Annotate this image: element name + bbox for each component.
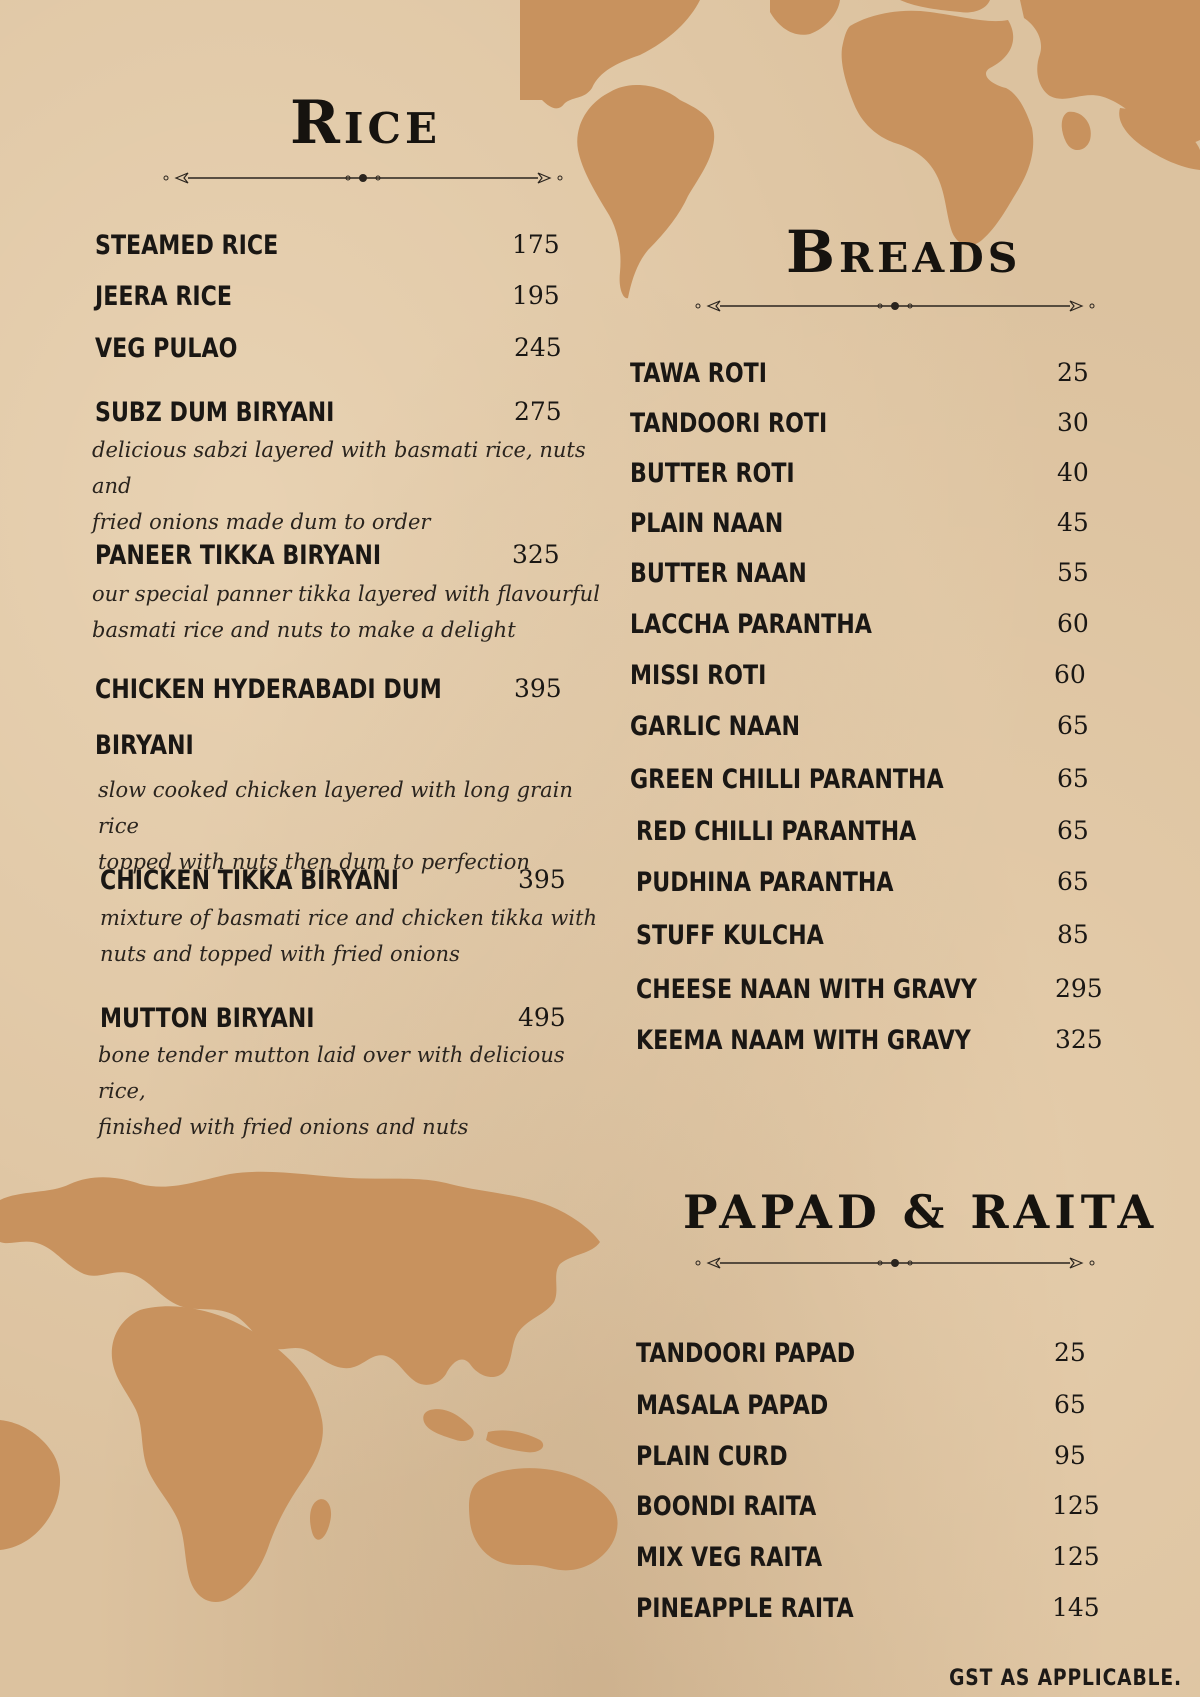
papad-raita-heading: PAPAD & RAITA	[683, 1185, 1159, 1239]
menu-item-name: BUTTER NAAN	[630, 558, 807, 589]
menu-item-name: TAWA ROTI	[630, 358, 768, 389]
menu-item-price: 25	[1054, 1338, 1086, 1367]
menu-item-price: 55	[1057, 558, 1089, 587]
menu-item-name: SUBZ DUM BIRYANI	[95, 397, 335, 428]
menu-item-price: 145	[1052, 1593, 1100, 1622]
menu-item-name: CHICKEN TIKKA BIRYANI	[100, 865, 400, 896]
menu-item-price: 495	[518, 1003, 566, 1032]
menu-item-name: TANDOORI ROTI	[630, 408, 828, 439]
menu-item-price: 175	[512, 230, 560, 259]
menu-item-price: 395	[518, 865, 566, 894]
menu-item-price: 65	[1057, 816, 1089, 845]
gst-note: GST AS APPLICABLE.	[949, 1666, 1182, 1691]
menu-item-price: 125	[1052, 1542, 1100, 1571]
menu-item-name: STEAMED RICE	[95, 230, 279, 261]
menu-item-description: bone tender mutton laid over with delicious rice, finished with fried onions and nuts	[98, 1043, 565, 1139]
menu-item-description: delicious sabzi layered with basmati rice, nuts and fried onions made dum to order	[92, 438, 586, 534]
menu-item-price: 40	[1057, 458, 1089, 487]
rice-divider	[158, 168, 568, 188]
menu-item-price: 65	[1057, 711, 1089, 740]
menu-item-price: 95	[1054, 1441, 1086, 1470]
menu-item-price: 60	[1057, 609, 1089, 638]
menu-item-name: MASALA PAPAD	[636, 1390, 829, 1421]
menu-item-name: TANDOORI PAPAD	[636, 1338, 856, 1369]
menu-item-name: GARLIC NAAN	[630, 711, 800, 742]
menu-item-name: MIX VEG RAITA	[636, 1542, 823, 1573]
rice-heading: Rice	[290, 88, 441, 158]
menu-item-name: PANEER TIKKA BIRYANI	[95, 540, 382, 571]
papad-raita-divider	[690, 1253, 1100, 1273]
menu-item-name: STUFF KULCHA	[636, 920, 824, 951]
menu-item-price: 295	[1055, 974, 1103, 1003]
menu-item-description: mixture of basmati rice and chicken tikka with nuts and topped with fried onions	[100, 906, 598, 966]
menu-item-price: 45	[1057, 508, 1089, 537]
menu-item-price: 60	[1054, 660, 1086, 689]
world-map-bottom	[0, 1170, 640, 1620]
menu-item-name: MISSI ROTI	[630, 660, 767, 691]
menu-item-name-continued: BIRYANI	[95, 730, 194, 761]
menu-item-price: 275	[514, 397, 562, 426]
menu-item-name: PINEAPPLE RAITA	[636, 1593, 854, 1624]
breads-divider	[690, 296, 1100, 316]
menu-item-name: BUTTER ROTI	[630, 458, 795, 489]
menu-item-name: CHICKEN HYDERABADI DUM	[95, 674, 442, 705]
menu-item-name: LACCHA PARANTHA	[630, 609, 872, 640]
menu-item-price: 25	[1057, 358, 1089, 387]
menu-item-name: MUTTON BIRYANI	[100, 1003, 315, 1034]
menu-item-price: 245	[514, 333, 562, 362]
menu-item-name: VEG PULAO	[95, 333, 238, 364]
menu-item-price: 30	[1057, 408, 1089, 437]
menu-item-description: our special panner tikka layered with flavourful basmati rice and nuts to make a delight	[92, 582, 600, 642]
menu-item-name: CHEESE NAAN WITH GRAVY	[636, 974, 977, 1005]
menu-item-price: 65	[1057, 764, 1089, 793]
menu-item-price: 65	[1054, 1390, 1086, 1419]
menu-item-name: RED CHILLI PARANTHA	[636, 816, 917, 847]
menu-item-name: GREEN CHILLI PARANTHA	[630, 764, 944, 795]
menu-item-price: 125	[1052, 1491, 1100, 1520]
menu-item-name: PLAIN CURD	[636, 1441, 788, 1472]
menu-item-name: PLAIN NAAN	[630, 508, 784, 539]
menu-item-description: slow cooked chicken layered with long grain rice topped with nuts then dum to perfection	[98, 778, 573, 874]
menu-item-price: 85	[1057, 920, 1089, 949]
menu-item-price: 325	[512, 540, 560, 569]
menu-item-price: 195	[512, 281, 560, 310]
menu-item-name: JEERA RICE	[95, 281, 233, 312]
menu-item-price: 395	[514, 674, 562, 703]
menu-item-name: KEEMA NAAM WITH GRAVY	[636, 1025, 971, 1056]
menu-item-name: BOONDI RAITA	[636, 1491, 817, 1522]
menu-item-price: 65	[1057, 867, 1089, 896]
menu-item-name: PUDHINA PARANTHA	[636, 867, 894, 898]
breads-heading: Breads	[786, 218, 1022, 286]
menu-item-price: 325	[1055, 1025, 1103, 1054]
